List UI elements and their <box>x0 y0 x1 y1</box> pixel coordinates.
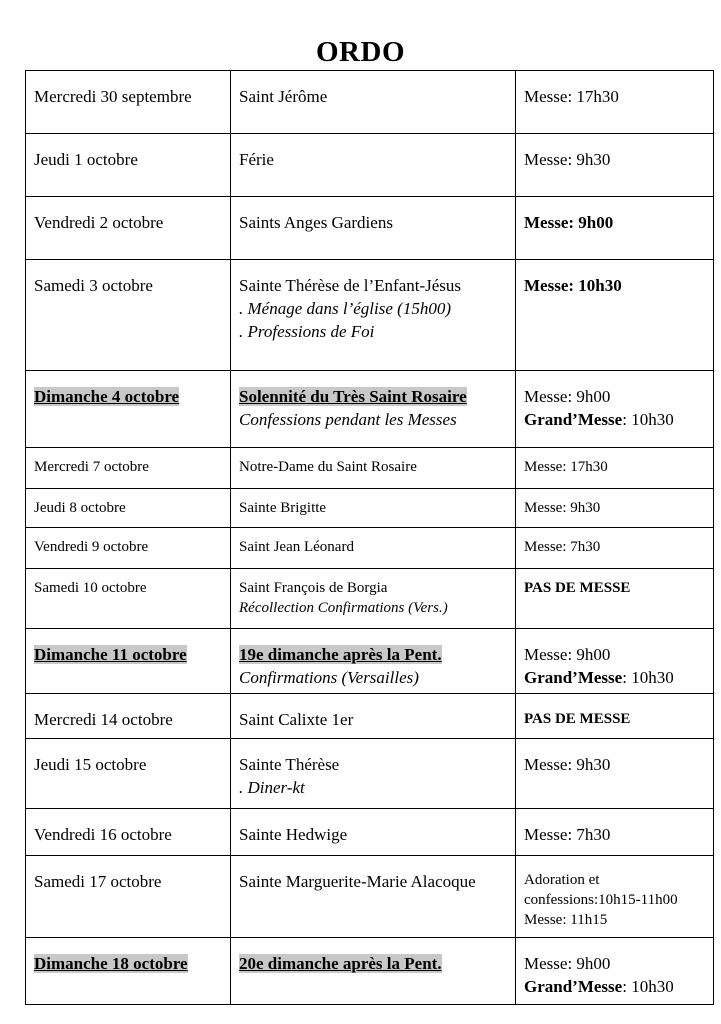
day-label: Samedi 17 octobre <box>34 872 162 891</box>
feast-cell <box>231 134 516 197</box>
table-row <box>26 694 714 739</box>
mass-cell <box>516 694 714 739</box>
day-label: Vendredi 9 octobre <box>34 539 149 555</box>
ordo-table-body <box>26 71 714 1005</box>
day-label: Mercredi 14 octobre <box>34 710 173 729</box>
mass-time: Messe: 7h30 <box>524 825 611 844</box>
feast-cell <box>231 489 516 528</box>
feast-label: Saint François de Borgia <box>239 580 388 596</box>
table-row <box>26 809 714 856</box>
feast-label: Saint Jérôme <box>239 87 328 106</box>
table-row <box>26 856 714 938</box>
feast-note: Confirmations (Versailles) <box>239 668 419 687</box>
grand-messe-hour: : 10h30 <box>622 977 674 996</box>
mass-cell <box>516 489 714 528</box>
mass-cell <box>516 260 714 371</box>
day-label: Vendredi 2 octobre <box>34 213 164 232</box>
feast-note: Récollection Confirmations (Vers.) <box>239 600 448 616</box>
day-label: Vendredi 16 octobre <box>34 825 172 844</box>
feast-cell <box>231 71 516 134</box>
mass-cell <box>516 71 714 134</box>
table-row <box>26 448 714 489</box>
day-label: Jeudi 8 octobre <box>34 500 126 516</box>
feast-label: Saint Calixte 1er <box>239 710 354 729</box>
day-cell <box>26 197 231 260</box>
mass-cell <box>516 448 714 489</box>
mass-time: Messe: 9h00 <box>524 645 611 664</box>
grand-messe-label: Grand’Messe <box>524 977 623 996</box>
feast-note: . Professions de Foi <box>239 322 375 341</box>
table-row <box>26 371 714 448</box>
grand-messe-hour: : 10h30 <box>622 668 674 687</box>
feast-label: Sainte Marguerite-Marie Alacoque <box>239 872 476 891</box>
day-cell <box>26 739 231 809</box>
feast-cell <box>231 197 516 260</box>
feast-cell <box>231 739 516 809</box>
feast-cell <box>231 809 516 856</box>
day-cell <box>26 134 231 197</box>
feast-label: Solennité du Très Saint Rosaire <box>239 387 467 406</box>
mass-cell <box>516 134 714 197</box>
table-row <box>26 71 714 134</box>
day-label: Samedi 3 octobre <box>34 276 153 295</box>
mass-cell <box>516 938 714 1005</box>
feast-cell <box>231 371 516 448</box>
day-label: Dimanche 18 octobre <box>34 954 188 973</box>
feast-note: . Diner-kt <box>239 778 305 797</box>
ordo-table <box>25 70 714 1005</box>
feast-cell <box>231 938 516 1005</box>
mass-time: Messe: 9h30 <box>524 755 611 774</box>
mass-time: Messe: 10h30 <box>524 276 622 295</box>
feast-label: 20e dimanche après la Pent. <box>239 954 442 973</box>
feast-cell <box>231 694 516 739</box>
mass-time: Messe: 17h30 <box>524 87 619 106</box>
mass-time: Messe: 11h15 <box>524 912 608 928</box>
day-label: Mercredi 30 septembre <box>34 87 192 106</box>
mass-cell <box>516 809 714 856</box>
day-cell <box>26 694 231 739</box>
day-cell <box>26 528 231 569</box>
table-row <box>26 260 714 371</box>
day-cell <box>26 71 231 134</box>
feast-label: Férie <box>239 150 274 169</box>
grand-messe-time <box>524 666 705 689</box>
day-label: Dimanche 11 octobre <box>34 645 187 664</box>
mass-cell <box>516 569 714 629</box>
feast-cell <box>231 528 516 569</box>
feast-note: . Ménage dans l’église (15h00) <box>239 299 451 318</box>
feast-cell <box>231 260 516 371</box>
feast-cell <box>231 629 516 694</box>
day-cell <box>26 809 231 856</box>
mass-time: Messe: 9h00 <box>524 387 611 406</box>
feast-label: Saints Anges Gardiens <box>239 213 393 232</box>
day-cell <box>26 629 231 694</box>
feast-cell <box>231 856 516 938</box>
table-row <box>26 528 714 569</box>
mass-cell <box>516 528 714 569</box>
table-row <box>26 134 714 197</box>
mass-time: Messe: 9h00 <box>524 954 611 973</box>
feast-label: Sainte Thérèse <box>239 755 340 774</box>
day-label: Jeudi 15 octobre <box>34 755 147 774</box>
feast-label: Saint Jean Léonard <box>239 539 354 555</box>
mass-time: Messe: 17h30 <box>524 459 608 475</box>
day-label: Jeudi 1 octobre <box>34 150 138 169</box>
feast-label: 19e dimanche après la Pent. <box>239 645 442 664</box>
feast-cell <box>231 448 516 489</box>
mass-cell <box>516 371 714 448</box>
table-row <box>26 197 714 260</box>
table-row <box>26 629 714 694</box>
mass-time: PAS DE MESSE <box>524 711 631 727</box>
feast-label: Notre-Dame du Saint Rosaire <box>239 459 417 475</box>
mass-cell <box>516 856 714 938</box>
grand-messe-hour: : 10h30 <box>622 410 674 429</box>
mass-time: Adoration et <box>524 872 600 888</box>
mass-time: Messe: 9h30 <box>524 500 601 516</box>
day-cell <box>26 489 231 528</box>
day-label: Mercredi 7 octobre <box>34 459 149 475</box>
day-cell <box>26 569 231 629</box>
mass-cell <box>516 197 714 260</box>
day-cell <box>26 260 231 371</box>
day-label: Dimanche 4 octobre <box>34 387 180 406</box>
day-cell <box>26 371 231 448</box>
day-cell <box>26 856 231 938</box>
mass-time: confessions:10h15-11h00 <box>524 892 678 908</box>
day-cell <box>26 448 231 489</box>
grand-messe-label: Grand’Messe <box>524 668 623 687</box>
mass-time: Messe: 9h30 <box>524 150 611 169</box>
table-row <box>26 739 714 809</box>
day-cell <box>26 938 231 1005</box>
table-row <box>26 938 714 1005</box>
grand-messe-time <box>524 975 705 998</box>
mass-cell <box>516 629 714 694</box>
feast-cell <box>231 569 516 629</box>
day-label: Samedi 10 octobre <box>34 580 147 596</box>
mass-time: PAS DE MESSE <box>524 580 631 596</box>
feast-label: Sainte Thérèse de l’Enfant-Jésus <box>239 276 462 295</box>
table-row <box>26 489 714 528</box>
grand-messe-label: Grand’Messe <box>524 410 623 429</box>
feast-note: Confessions pendant les Messes <box>239 410 457 429</box>
page-title: ORDO <box>316 36 405 68</box>
mass-time: Messe: 9h00 <box>524 213 614 232</box>
grand-messe-time <box>524 408 705 431</box>
mass-cell <box>516 739 714 809</box>
mass-time: Messe: 7h30 <box>524 539 601 555</box>
feast-label: Sainte Brigitte <box>239 500 327 516</box>
feast-label: Sainte Hedwige <box>239 825 348 844</box>
table-row <box>26 569 714 629</box>
